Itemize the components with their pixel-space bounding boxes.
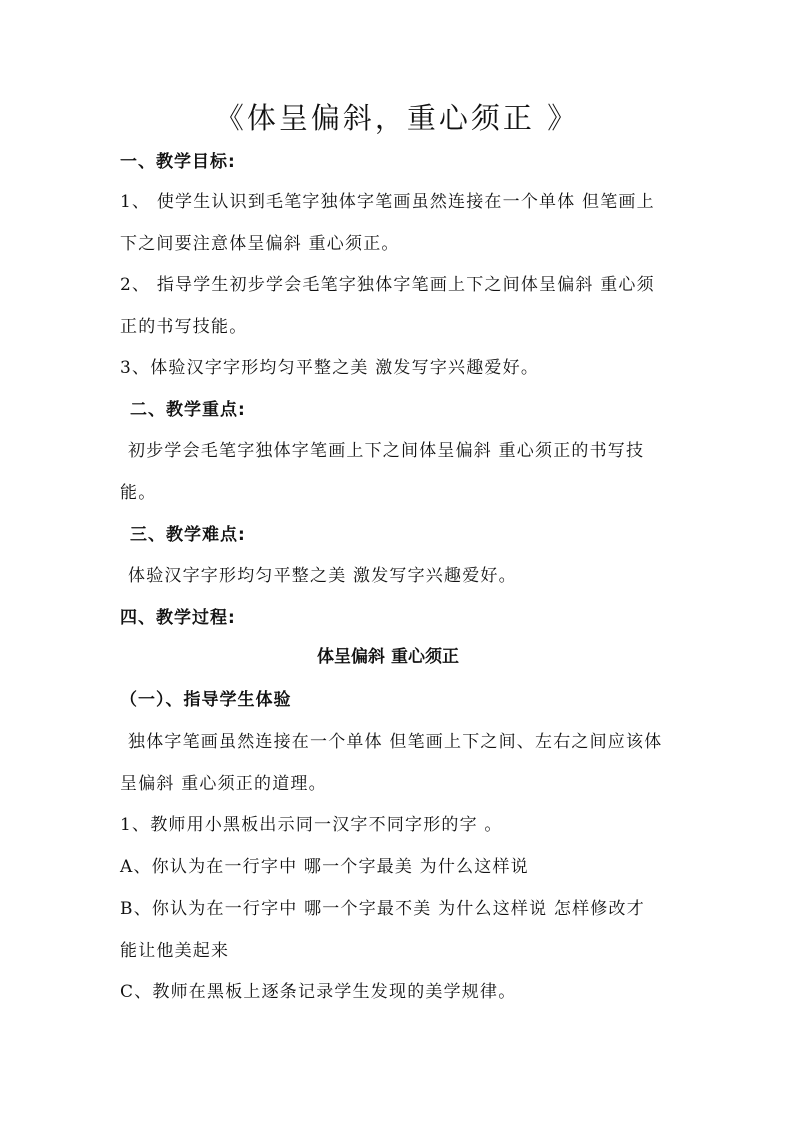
objective-1-line-2: 下之间要注意体呈偏斜 重心须正。 [120, 234, 400, 254]
process-step-1: 1、教师用小黑板出示同一汉字不同字形的字 。 [120, 815, 503, 835]
page-title: 《体呈偏斜，重心须正 》 [214, 101, 580, 135]
objective-3: 3、体验汉字字形均匀平整之美 激发写字兴趣爱好。 [120, 358, 540, 378]
process-paragraph-line-1: 独体字笔画虽然连接在一个单体 但笔画上下之间、左右之间应该体 [128, 732, 663, 752]
key-point-line-1: 初步学会毛笔字独体字笔画上下之间体呈偏斜 重心须正的书写技 [128, 441, 645, 461]
process-step-c: C、教师在黑板上逐条记录学生发现的美学规律。 [120, 982, 517, 1002]
section-heading-objectives: 一、教学目标: [120, 152, 236, 172]
section-heading-process: 四、教学过程: [120, 608, 236, 628]
process-question-b-line-1: B、你认为在一行字中 哪一个字最不美 为什么这样说 怎样修改才 [120, 899, 645, 919]
objective-1-line-1: 1、 使学生认识到毛笔字独体字笔画虽然连接在一个单体 但笔画上 [120, 192, 655, 212]
process-question-b-line-2: 能让他美起来 [120, 941, 230, 961]
process-question-a: A、你认为在一行字中 哪一个字最美 为什么这样说 [120, 857, 529, 877]
process-part-1-heading: （一）、指导学生体验 [120, 690, 292, 710]
section-heading-difficulties: 三、教学难点: [130, 525, 246, 545]
objective-2-line-2: 正的书写技能。 [120, 317, 248, 337]
section-heading-key-points: 二、教学重点: [130, 400, 246, 420]
process-subtitle: 体呈偏斜 重心须正 [317, 647, 459, 667]
process-paragraph-line-2: 呈偏斜 重心须正的道理。 [120, 774, 327, 794]
key-point-line-2: 能。 [120, 483, 157, 503]
objective-2-line-1: 2、 指导学生初步学会毛笔字独体字笔画上下之间体呈偏斜 重心须 [120, 275, 655, 295]
difficulty-text: 体验汉字字形均匀平整之美 激发写字兴趣爱好。 [128, 566, 517, 586]
